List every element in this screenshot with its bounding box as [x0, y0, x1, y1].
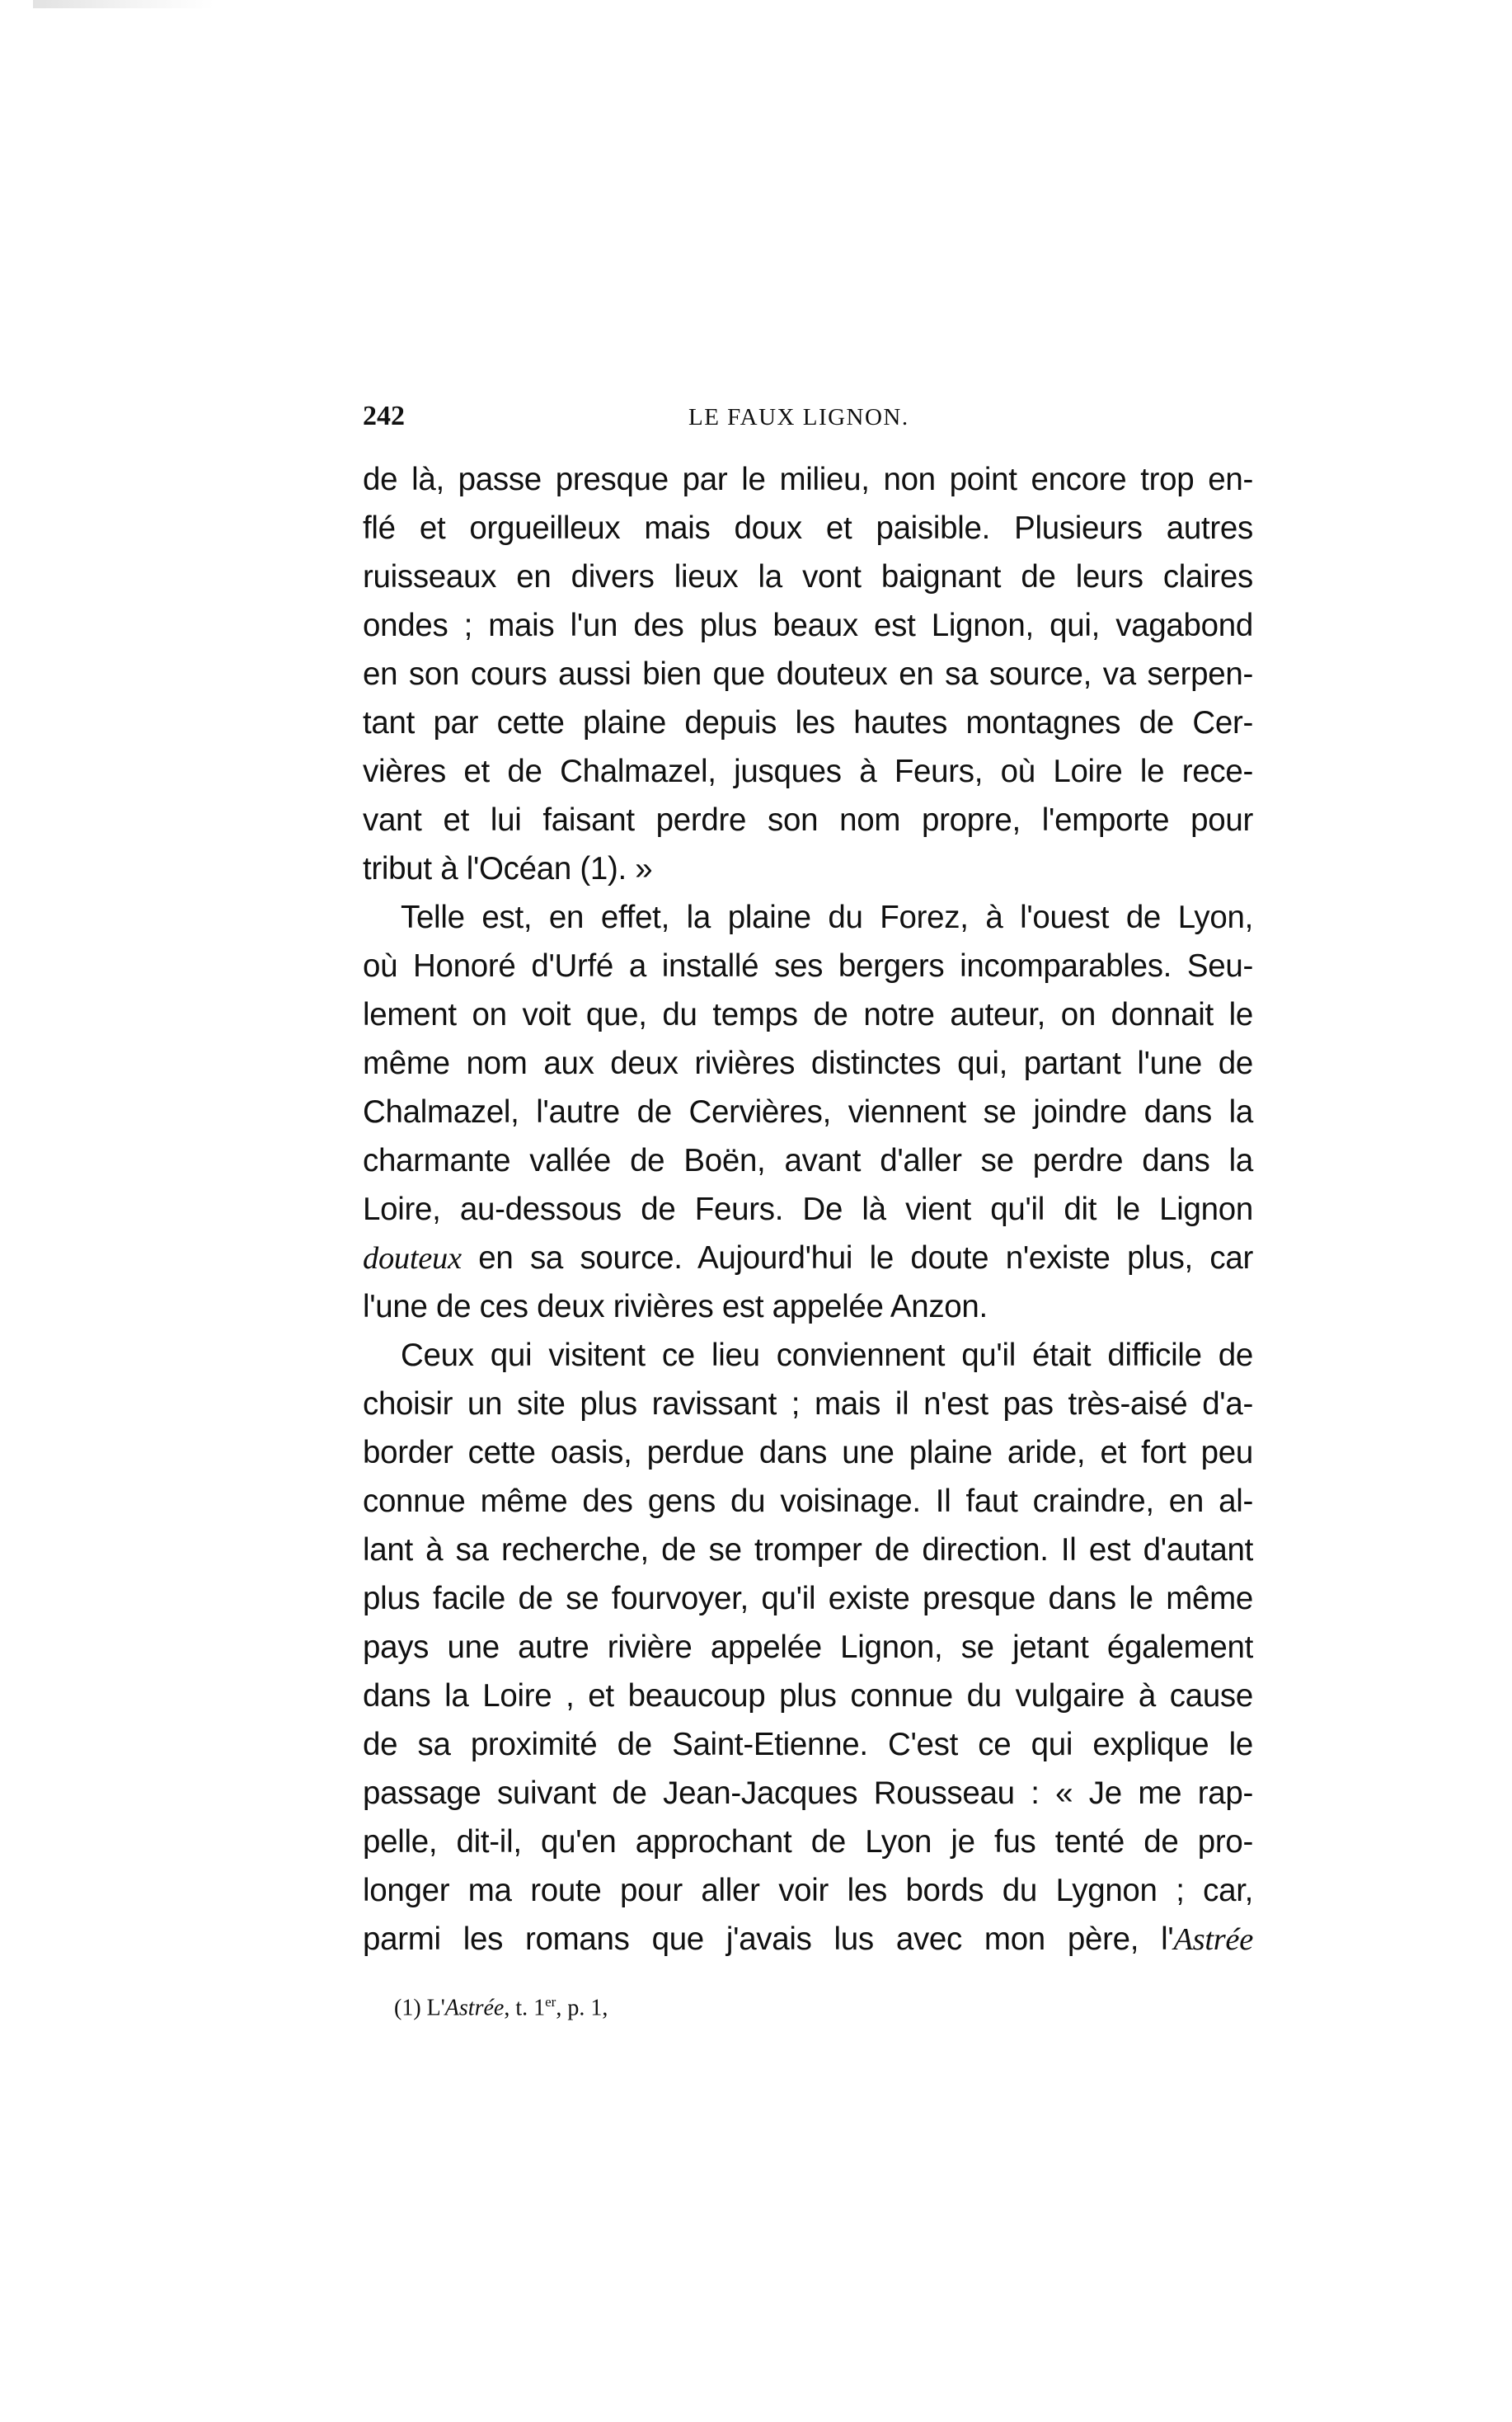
- text-line: vières et de Chalmazel, jusques à Feurs, où Loire le rece-: [363, 754, 1253, 789]
- text-line: [363, 1915, 1253, 1963]
- body-text: [363, 455, 1253, 1963]
- text-line: l'une de ces deux rivières est appelée Anzon.: [363, 1289, 988, 1324]
- text-line: charmante vallée de Boën, avant d'aller se perdre dans la: [363, 1143, 1253, 1178]
- text-line: flé et orgueilleux mais doux et paisible. Plusieurs autres: [363, 510, 1253, 546]
- line-rest: en sa source. Aujourd'hui le doute n'existe plus, car: [461, 1240, 1253, 1276]
- text-line: Loire, au-dessous de Feurs. De là vient qu'il dit le Lignon: [363, 1192, 1253, 1227]
- italic-word: douteux: [363, 1241, 462, 1276]
- text-line: longer ma route pour aller voir les bords du Lygnon ; car,: [363, 1873, 1253, 1908]
- text-line: Ceux qui visitent ce lieu conviennent qu'il était difficile de: [401, 1338, 1253, 1373]
- text-line: vant et lui faisant perdre son nom propre, l'emporte pour: [363, 802, 1253, 838]
- footnote-middle: , t. 1: [504, 1995, 546, 2021]
- text-line: ondes ; mais l'un des plus beaux est Lignon, qui, vagabond: [363, 608, 1253, 643]
- text-line: même nom aux deux rivières distinctes qui, partant l'une de: [363, 1046, 1253, 1081]
- footnote-suffix: , p. 1,: [556, 1995, 608, 2021]
- text-line: dans la Loire , et beaucoup plus connue du vulgaire à cause: [363, 1678, 1253, 1714]
- text-line: border cette oasis, perdue dans une plaine aride, et fort peu: [363, 1435, 1253, 1470]
- line-text: parmi les romans que j'avais lus avec mon père, l': [363, 1921, 1174, 1957]
- text-line: Telle est, en effet, la plaine du Forez, à l'ouest de Lyon,: [401, 900, 1253, 935]
- scan-edge-mark: [33, 0, 214, 8]
- text-line: lant à sa recherche, de se tromper de direction. Il est d'autant: [363, 1532, 1253, 1568]
- text-line: en son cours aussi bien que douteux en sa source, va serpen-: [363, 656, 1253, 692]
- text-line: de là, passe presque par le milieu, non point encore trop en-: [363, 462, 1253, 497]
- text-line: passage suivant de Jean-Jacques Rousseau : « Je me rap-: [363, 1775, 1253, 1811]
- page-header: [363, 401, 1253, 442]
- footnote-prefix: (1) L': [394, 1995, 445, 2021]
- page-number: 242: [363, 401, 405, 431]
- text-line: [363, 1234, 1253, 1282]
- text-line: pelle, dit-il, qu'en approchant de Lyon je fus tenté de pro-: [363, 1824, 1253, 1860]
- text-line: tant par cette plaine depuis les hautes montagnes de Cer-: [363, 705, 1253, 741]
- text-line: ruisseaux en divers lieux la vont baignant de leurs claires: [363, 559, 1253, 595]
- italic-title: Astrée: [1173, 1922, 1253, 1957]
- footnote: [394, 1994, 608, 2021]
- text-line: tribut à l'Océan (1). »: [363, 851, 653, 886]
- text-line: plus facile de se fourvoyer, qu'il existe presque dans le même: [363, 1581, 1253, 1616]
- footnote-title: Astrée: [444, 1995, 505, 2021]
- running-title: LE FAUX LIGNON.: [688, 404, 909, 430]
- footnote-superscript: er: [545, 1994, 556, 2010]
- text-line: de sa proximité de Saint-Etienne. C'est ce qui explique le: [363, 1727, 1253, 1762]
- text-line: où Honoré d'Urfé a installé ses bergers incomparables. Seu-: [363, 948, 1253, 984]
- text-line: Chalmazel, l'autre de Cervières, viennent se joindre dans la: [363, 1094, 1253, 1130]
- text-line: lement on voit que, du temps de notre auteur, on donnait le: [363, 997, 1253, 1032]
- text-line: connue même des gens du voisinage. Il faut craindre, en al-: [363, 1484, 1253, 1519]
- text-line: pays une autre rivière appelée Lignon, se jetant également: [363, 1630, 1253, 1665]
- text-line: choisir un site plus ravissant ; mais il n'est pas très-aisé d'a-: [363, 1386, 1253, 1422]
